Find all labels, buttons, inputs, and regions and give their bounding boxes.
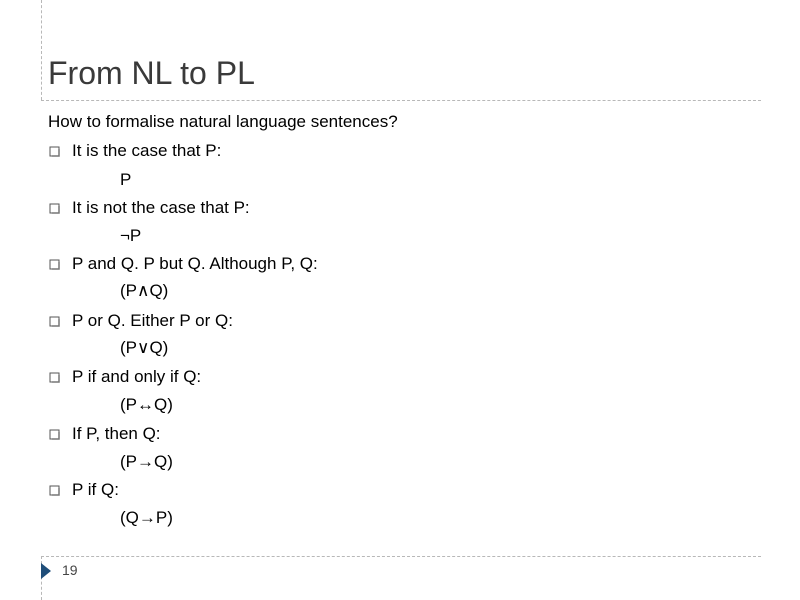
item-text: P if Q:	[72, 480, 119, 499]
slide-marker-icon	[39, 562, 53, 580]
square-bullet-icon	[49, 316, 61, 328]
item-text: It is not the case that P:	[72, 198, 250, 217]
item-formula: P	[120, 170, 132, 189]
square-bullet-icon	[49, 203, 61, 215]
top-left-guide-line	[41, 0, 42, 100]
footer-divider	[41, 556, 761, 557]
item-text: P and Q. P but Q. Although P, Q:	[72, 254, 318, 273]
item-text: P if and only if Q:	[72, 367, 202, 386]
item-formula: (P↔Q)	[120, 395, 173, 414]
slide-intro: How to formalise natural language sentences?	[48, 112, 398, 131]
square-bullet-icon	[49, 485, 61, 497]
item-text: P or Q. Either P or Q:	[72, 311, 233, 330]
item-formula: ¬P	[120, 226, 142, 245]
square-bullet-icon	[49, 146, 61, 158]
square-bullet-icon	[49, 372, 61, 384]
slide-title: From NL to PL	[48, 55, 255, 91]
item-text: It is the case that P:	[72, 141, 222, 160]
item-formula: (P∨Q)	[120, 338, 169, 357]
item-text: If P, then Q:	[72, 424, 161, 443]
title-divider	[41, 100, 761, 101]
slide-number: 19	[62, 562, 78, 578]
item-formula: (P→Q)	[120, 452, 173, 471]
square-bullet-icon	[49, 429, 61, 441]
square-bullet-icon	[49, 259, 61, 271]
item-formula: (P∧Q)	[120, 281, 169, 300]
item-formula: (Q→P)	[120, 508, 173, 527]
